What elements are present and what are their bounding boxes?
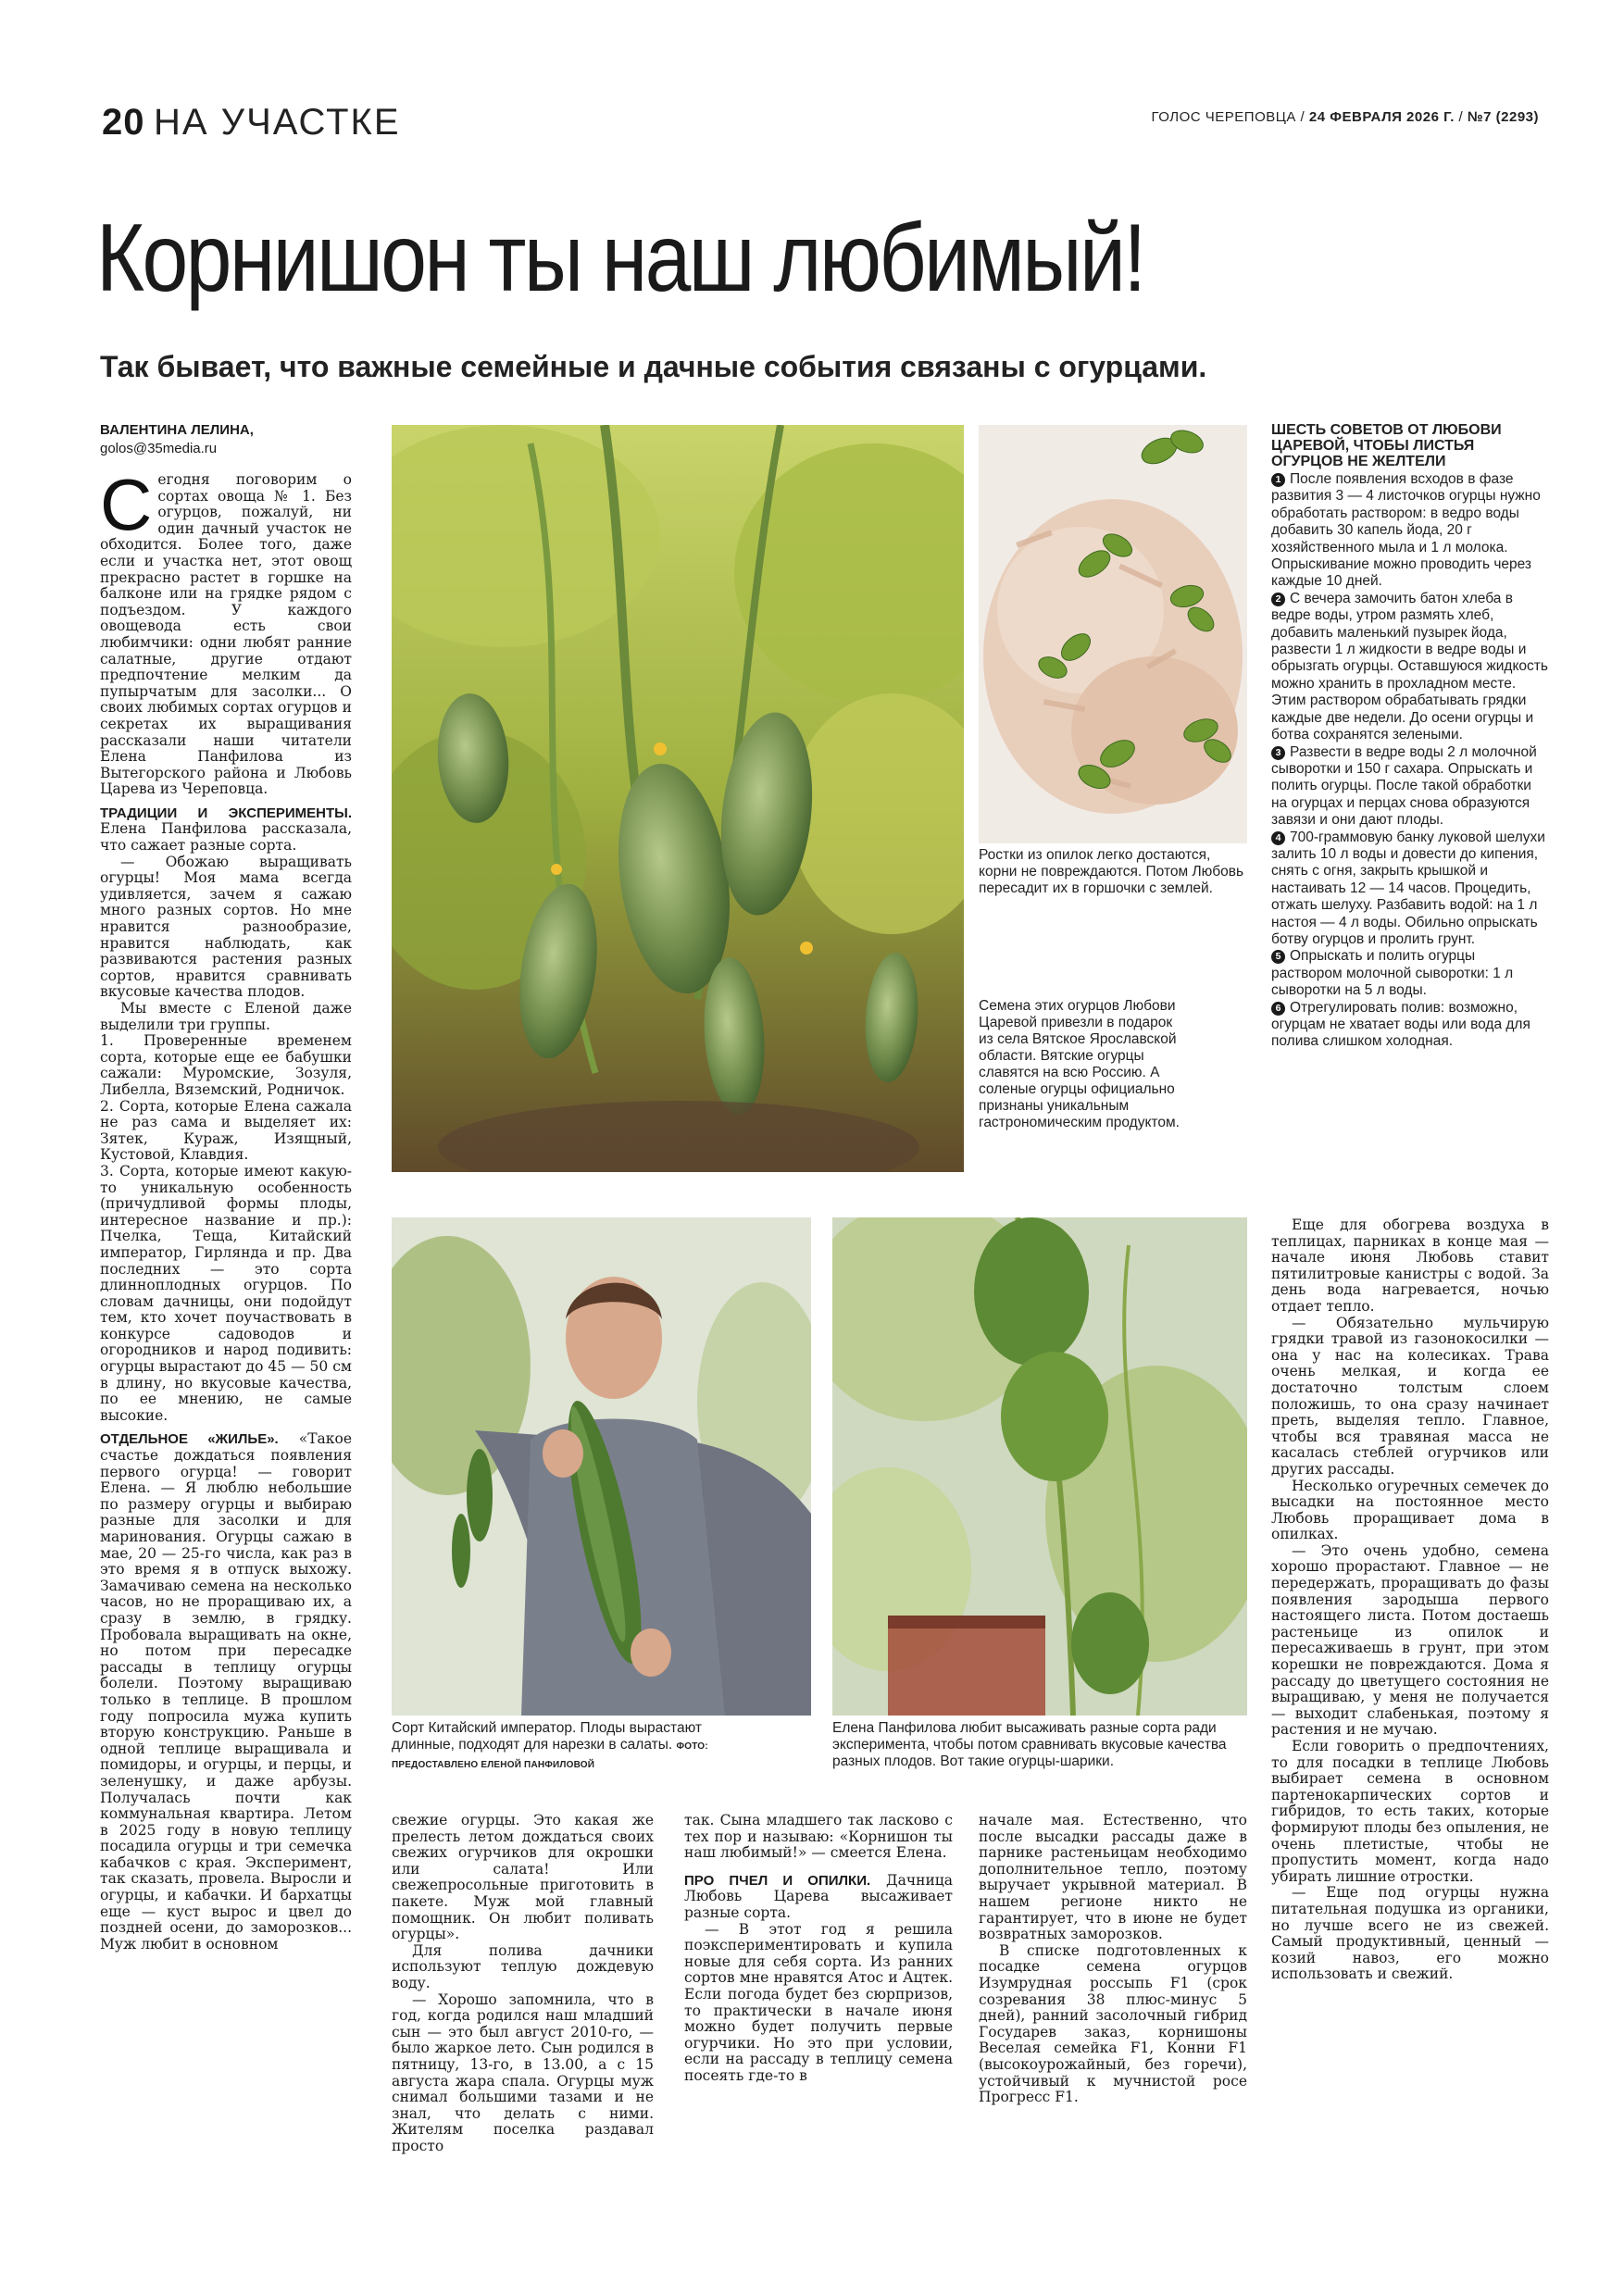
- subhead-paragraph-2: [100, 1431, 352, 1953]
- round-cucumbers-image: [832, 1217, 1247, 1716]
- article-column-2: [392, 1813, 654, 2154]
- tip-text: Отрегулировать полив: возможно, огурцам не хватает воды или вода для полива слишком холодная.: [1271, 999, 1530, 1050]
- subhead-paragraph-1: [100, 805, 352, 855]
- tip-item: [1271, 471, 1549, 591]
- intro-text: егодня поговорим о сортах овоща № 1. Без огурцов, пожалуй, ни один дачный участок не обходится. Более того, даже если и участка нет, этот овощ прекрасно растет в горшке на балконе или на грядке рядом с подъездом. У каждого овощевода есть свои любимчики: одни любят ранние салатные, другие отдают предпочтение мелким да пупырчатым для засолки... О своих любимых сортах огурцов и секретах их выращивания рассказали наши читатели Елена Панфилова из Вытегорского района и Любовь Царева из Череповца.: [100, 471, 352, 798]
- paragraph: В списке подготовленных к посадке семена огурцов Изумрудная россыпь F1 (срок созревания 38 плюс-минус 5 дней), ранний засолочный гибрид Государев заказ, корнишоны Веселая семейка F1, Конни F1 (высокоурожайный, без горечи), устойчивый к мучнистой росе Прогресс F1.: [979, 1941, 1247, 2106]
- paragraph: — Это очень удобно, семена хорошо прорастают. Главное — не передержать, проращивать до фазы появления зародыша первого настоящего листа. Потом достаешь растеньице из опилок и пересаживаешь в грунт, при этом корешки не повреждаются. Дома я рассаду до цветущего состояния не выращиваю, у меня не получается — выходит слабенькая, поэтому я растения и не мучаю.: [1271, 1541, 1549, 1739]
- sprouts-image: [979, 425, 1247, 843]
- paragraph: — Обязательно мульчирую грядки травой из газонокосилки — она у нас на колесиках. Трава очень мелкая, и когда ее достаточно толстым слоем положишь, то она сразу начинает преть, выделяя тепло. Главное, чтобы вся травяная масса не касалась стеблей огурчиков или других рассады.: [1271, 1314, 1549, 1478]
- tip-text: Развести в ведре воды 2 л молочной сыворотки и 150 г сахара. Опрыскать и полить огурцы. После такой обработки на огурцах и перцах снова образуются завязи и они дают плоды.: [1271, 743, 1537, 829]
- list-item: 1. Проверенные временем сорта, которые еще ее бабушки сажали: Муромские, Зозуля, Либелла, Вяземский, Родничок.: [100, 1032, 352, 1098]
- paragraph: Несколько огуречных семечек до высадки на постоянное место Любовь проращивает дома в опилках.: [1271, 1477, 1549, 1543]
- caption-boy-text: Сорт Китайский император. Плоды вырастают длинные, подходят для нарезки в салаты.: [392, 1720, 702, 1753]
- tip-item: [1271, 744, 1549, 830]
- tip-text: С вечера замочить батон хлеба в ведре воды, утром размять хлеб, добавить маленький пузырек йода, развести 1 л жидкости в ведре воды и обрызгать огурцы. Оставшуюся жидкость можно хранить в прохладном месте. Этим раствором обрабатывать грядки каждые две недели. До осени огурцы и ботва сохранятся зелеными.: [1271, 590, 1548, 743]
- paragraph: Мы вместе с Еленой даже выделили три группы.: [100, 1000, 352, 1033]
- article-column-3: [684, 1813, 953, 2085]
- tip-text: После появления всходов в фазе развития 3 — 4 листочков огурцы нужно обработать раствором: в ведро воды добавить 30 капель йода, 20 г хозяйственного мыла и 1 л молока. Опрыскивание можно проводить через каждые 10 дней.: [1271, 471, 1541, 590]
- article-column-5: [1271, 1217, 1549, 1983]
- caption-seeds: Семена этих огурцов Любови Царевой привезли в подарок из села Вятское Ярославской области. Вятские огурцы славятся на всю Россию. А соленые огурцы официально признаны уникальным гастрономическим продуктом.: [979, 998, 1180, 1130]
- masthead-date: 24 ФЕВРАЛЯ 2026 Г.: [1308, 109, 1455, 125]
- tip-number-icon: 5: [1271, 950, 1285, 964]
- paragraph: — В этот год я решила поэкспериментировать и купила новые для себя сорта. Из ранних сортов мне нравятся Атос и Ацтек. Если погода будет без сюрпризов, то практически в начале июня можно будет получить первые огурчики. Но это при условии, если на рассаду в теплицу семена посеять где-то в: [684, 1920, 953, 2084]
- caption-round: Елена Панфилова любит высаживать разные сорта ради эксперимента, чтобы потом сравнивать вкусовые качества разных плодов. Вот такие огурцы-шарики.: [832, 1720, 1227, 1769]
- caption-sprouts: Ростки из опилок легко достаются, корни не повреждаются. Потом Любовь пересадит их в горшочки с землей.: [979, 847, 1244, 896]
- masthead-issue: №7 (2293): [1467, 109, 1539, 125]
- tip-item: [1271, 830, 1549, 949]
- boy-image: [392, 1217, 811, 1716]
- tips-list: [1271, 471, 1549, 1051]
- headline: Корнишон ты наш любимый!: [96, 205, 1144, 312]
- subhead-housing: ОТДЕЛЬНОЕ «ЖИЛЬЕ».: [100, 1431, 279, 1448]
- list-item: 3. Сорта, которые имеют какую-то уникальную особенность (причудливой формы плоды, интересное название и пр.): Пчелка, Теща, Китайский император, Гирлянда и пр. Два последних — это сорта длинноплодных огурцов. По словам дачницы, они подойдут тем, кто хочет поучаствовать в конкурсе садоводов и огородников и народ подивить: огурцы вырастают до 45 — 50 см в длину, но вкусовые качества, по ее мнению, не самые высокие.: [100, 1162, 352, 1424]
- subhead-traditions: ТРАДИЦИИ И ЭКСПЕРИМЕНТЫ.: [100, 805, 352, 821]
- paragraph: — Еще под огурцы нужна питательная подушка из органики, но лучше всего не из свежей. Самый продуктивный, ценный — козий навоз, его можно использовать и свежий.: [1271, 1884, 1549, 1983]
- paragraph: — Обожаю выращивать огурцы! Моя мама всегда удивляется, зачем я сажаю много разных сортов. Но мне нравится разнообразие, нравится наблюдать, как развиваются растения разных сортов, нравится сравнивать вкусовые качества плодов.: [100, 853, 352, 1001]
- tip-item: [1271, 1000, 1549, 1051]
- tip-item: [1271, 591, 1549, 744]
- photo-sprouts-sawdust: [979, 425, 1247, 843]
- paragraph: Дачница Любовь Царева высаживает разные сорта.: [684, 1871, 954, 1921]
- author-email: golos@35media.ru: [100, 441, 218, 456]
- masthead: ГОЛОС ЧЕРЕПОВЦА / 24 ФЕВРАЛЯ 2026 Г. / №7 (2293): [1151, 109, 1539, 125]
- tip-item: [1271, 948, 1549, 999]
- section-title: НА УЧАСТКЕ: [154, 102, 401, 143]
- photo-boy-cucumber: [392, 1217, 811, 1716]
- photo-round-cucumbers: [832, 1217, 1247, 1716]
- list-item: 2. Сорта, которые Елена сажала не раз сама и выделяет их: Зятек, Кураж, Изящный, Кустовой, Клавдия.: [100, 1097, 352, 1164]
- tips-title: ШЕСТЬ СОВЕТОВ ОТ ЛЮБОВИ ЦАРЕВОЙ, ЧТОБЫ ЛИСТЬЯ ОГУРЦОВ НЕ ЖЕЛТЕЛИ: [1271, 422, 1502, 469]
- tip-number-icon: 2: [1271, 593, 1285, 606]
- caption-boy: [392, 1720, 762, 1774]
- masthead-paper: ГОЛОС ЧЕРЕПОВЦА: [1151, 109, 1296, 125]
- tip-number-icon: 3: [1271, 746, 1285, 760]
- paragraph: начале мая. Естественно, что после высадки рассады даже в парнике растеньицам необходимо дополнительное тепло, поэтому выручает укрывной материал. В нашем регионе никто не гарантирует, что в июне не будет возвратных заморозков.: [979, 1812, 1247, 1943]
- photo-credit: ФОТО: ПРЕДОСТАВЛЕНО ЕЛЕНОЙ ПАНФИЛОВОЙ: [392, 1741, 708, 1770]
- tip-number-icon: 1: [1271, 473, 1285, 487]
- paragraph: — Хорошо запомнила, что в год, когда родился наш младший сын — это был август 2010-го, — было жаркое лето. Сын родился в пятницу, 13-го, в 13.00, а с 15 августа жара спала. Огурцы муж снимал большими тазами и не знал, что делать с ними. Жителям поселка раздавал просто: [392, 1990, 654, 2154]
- tip-number-icon: 6: [1271, 1002, 1285, 1016]
- paragraph: Еще для обогрева воздуха в теплицах, парниках в конце мая — начале июня Любовь ставит пятилитровые канистры с водой. За день вода нагревается, ночью отдает тепло.: [1271, 1217, 1549, 1315]
- tip-number-icon: 4: [1271, 831, 1285, 845]
- article-column-1: [100, 464, 352, 1953]
- subhead-paragraph-3: [684, 1873, 953, 1922]
- author-byline: ВАЛЕНТИНА ЛЕЛИНА,: [100, 422, 254, 438]
- lead: Так бывает, что важные семейные и дачные события связаны с огурцами.: [100, 350, 1207, 383]
- cucumber-vine-image: [392, 425, 964, 1172]
- tip-text: 700-граммовую банку луковой шелухи залить 10 л воды и довести до кипения, снять с огня, закрыть крышкой и настаивать 12 — 14 часов. Процедить, отжать шелуху. Разбавить водой: на 1 л настоя — 4 л воды. Обильно опрыскать ботву огурцов и пролить грунт.: [1271, 829, 1545, 947]
- tips-sidebar: [1271, 422, 1549, 1051]
- photo-cucumbers-vine: [392, 425, 964, 1172]
- drop-cap: С: [100, 464, 153, 545]
- paragraph: Для полива дачники используют теплую дождевую воду.: [392, 1941, 654, 1991]
- paragraph: Елена Панфилова рассказала, что сажает разные сорта.: [100, 820, 352, 855]
- tip-text: Опрыскать и полить огурцы раствором молочной сыворотки: 1 л сыворотки на 5 л воды.: [1271, 948, 1514, 999]
- page-number: 20: [102, 102, 145, 143]
- paragraph: Если говорить о предпочтениях, то для посадки в теплице Любовь выбирает семена в основном партенокарпических сортов и гибридов, то есть таких, которые формируют плоды без опыления, не очень плетистые, чтобы не пропустить момент, когда надо убирать лишние отростки.: [1271, 1738, 1549, 1885]
- paragraph: «Такое счастье дождаться появления первого огурца! — говорит Елена. — Я люблю небольшие по размеру огурцы и выбираю разные для засолки и для маринования. Огурцы сажаю в мае, 20 — 25-го числа, как раз в это время я в отпуск выхожу. Замачиваю семена на несколько часов, но не проращиваю их, а сразу в землю, в грядку. Пробовала выращивать на окне, но потом при пересадке рассады в теплицу огурцы болели. Поэтому выращиваю только в теплице. В прошлом году попросила мужа купить вторую конструкцию. Раньше в одной теплице выращивала и помидоры, и огурцы, и перцы, и зеленушку, и даже арбузы. Получалась почти как коммунальная квартира. Летом в 2025 году в новую теплицу посадила огурцы и три семечка кабачков с края. Эксперимент, так сказать, провела. Выросли и огурцы, и кабачки. И бархатцы еще — куст вырос и цвел до поздней осени, до заморозков... Муж любит в основном: [100, 1430, 352, 1953]
- paragraph: так. Сына младшего так ласково с тех пор и называю: «Корнишон ты наш любимый!» — смеется Елена.: [684, 1812, 953, 1862]
- paragraph: свежие огурцы. Это какая же прелесть летом дождаться своих свежих огурчиков для окрошки или салата! Или свежепросольные приготовить в пакете. Муж мой главный помощник. Он любит поливать огурцы».: [392, 1812, 654, 1943]
- article-column-4: [979, 1813, 1247, 2106]
- intro-paragraph: [100, 464, 352, 798]
- subhead-bees: ПРО ПЧЕЛ И ОПИЛКИ.: [684, 1872, 871, 1889]
